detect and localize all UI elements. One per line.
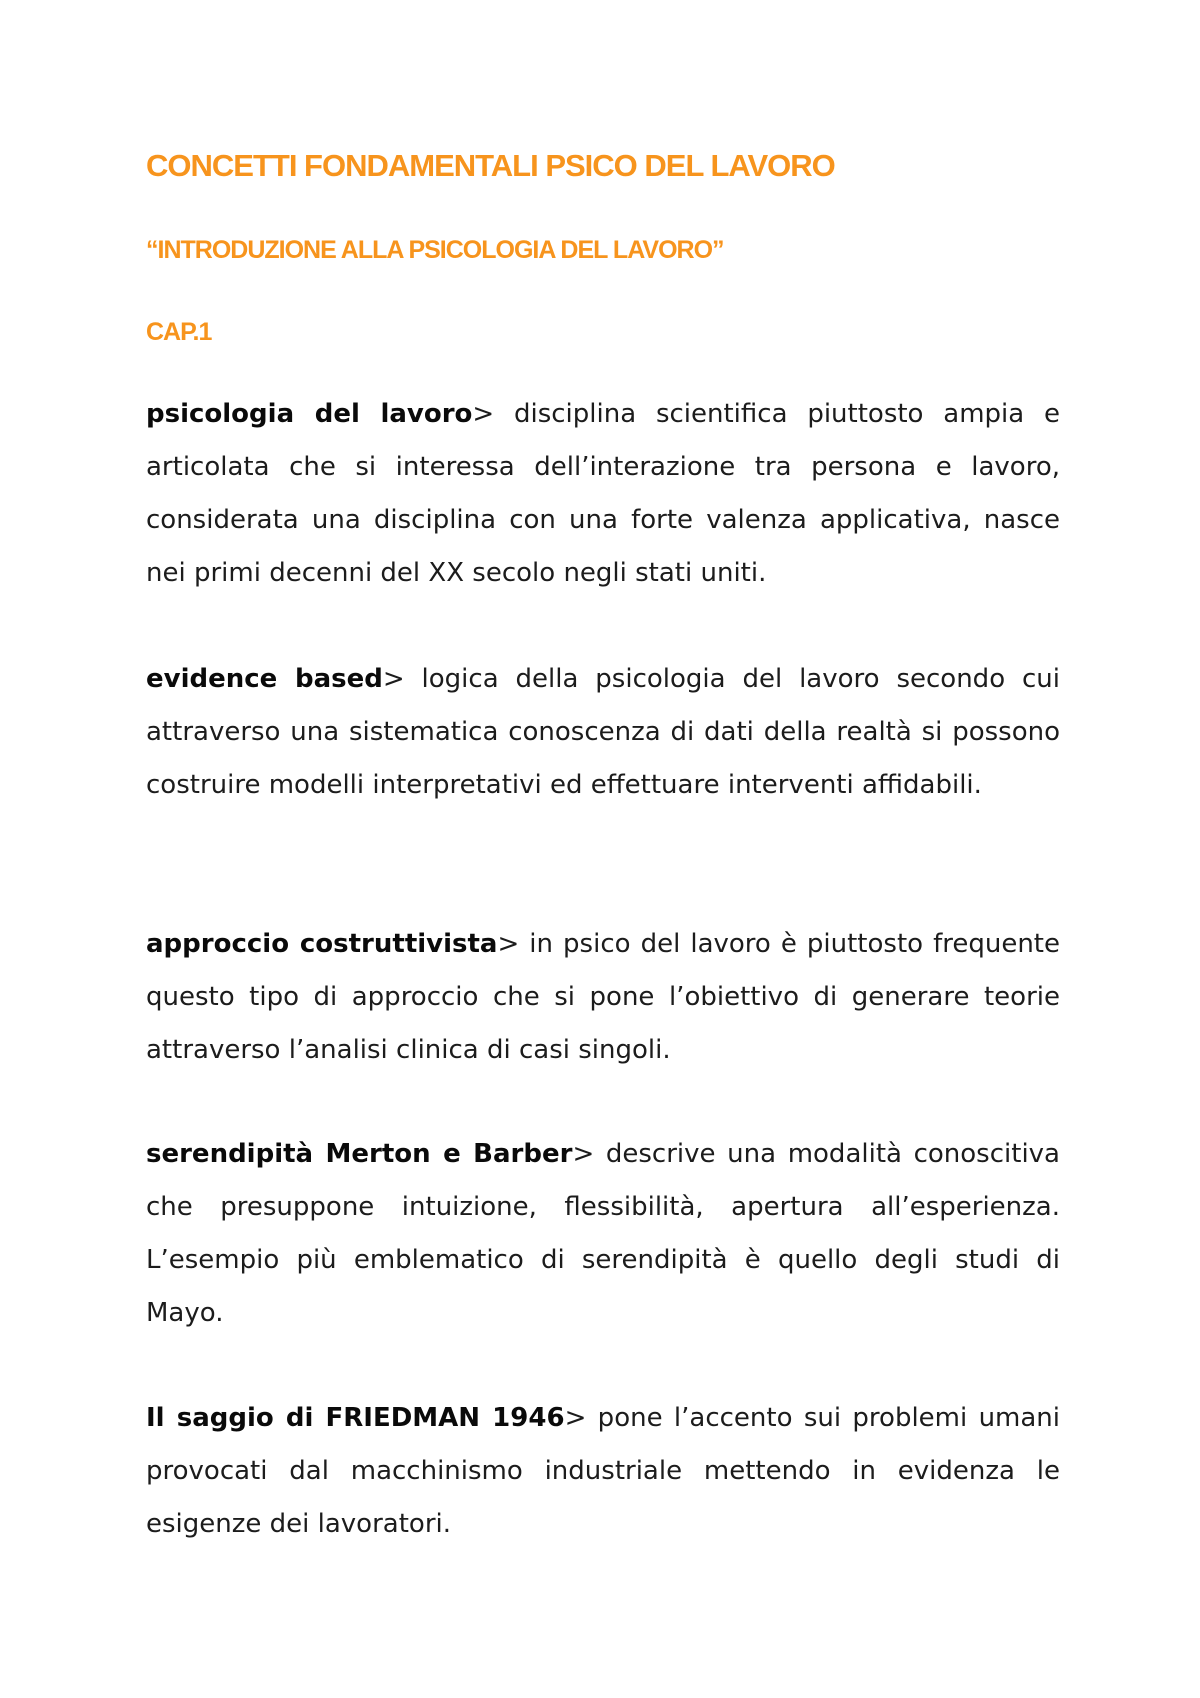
entry-term: psicologia del lavoro xyxy=(146,399,473,429)
entry-definition: > pone l’accento sui problemi umani provocati dal macchinismo industriale mettendo in evidenza le esigenze dei lavoratori. xyxy=(146,1403,1061,1539)
definition-entry xyxy=(146,1128,1060,1340)
entry-definition: > in psico del lavoro è piuttosto frequente questo tipo di approccio che si pone l’obiettivo di generare teorie attraverso l’analisi clinica di casi singoli. xyxy=(146,929,1061,1065)
entry-term: Il saggio di FRIEDMAN 1946 xyxy=(146,1403,565,1433)
definition-entry xyxy=(146,1392,1060,1551)
entry-definition: > disciplina scientifica piuttosto ampia e articolata che si interessa dell’interazione tra persona e lavoro, considerata una disciplina con una forte valenza applicativa, nasce nei primi decenni del XX secolo negli stati uniti. xyxy=(146,399,1060,588)
definition-entry xyxy=(146,388,1060,600)
definition-entry xyxy=(146,653,1060,812)
entry-definition: > logica della psicologia del lavoro secondo cui attraverso una sistematica conoscenza di dati della realtà si possono costruire modelli interpretativi ed effettuare interventi affidabili. xyxy=(146,664,1060,800)
entry-definition: > descrive una modalità conoscitiva che presuppone intuizione, flessibilità, apertura all’esperienza. L’esempio più emblematico di serendipità è quello degli studi di Mayo. xyxy=(146,1139,1060,1328)
entry-term: serendipità Merton e Barber xyxy=(146,1139,573,1169)
document-title: CONCETTI FONDAMENTALI PSICO DEL LAVORO xyxy=(146,148,835,183)
entry-term: evidence based xyxy=(146,664,383,694)
entry-term: approccio costruttivista xyxy=(146,929,498,959)
definition-entry xyxy=(146,918,1060,1077)
document-subtitle: “INTRODUZIONE ALLA PSICOLOGIA DEL LAVORO” xyxy=(146,236,724,264)
chapter-label: CAP.1 xyxy=(146,318,212,346)
